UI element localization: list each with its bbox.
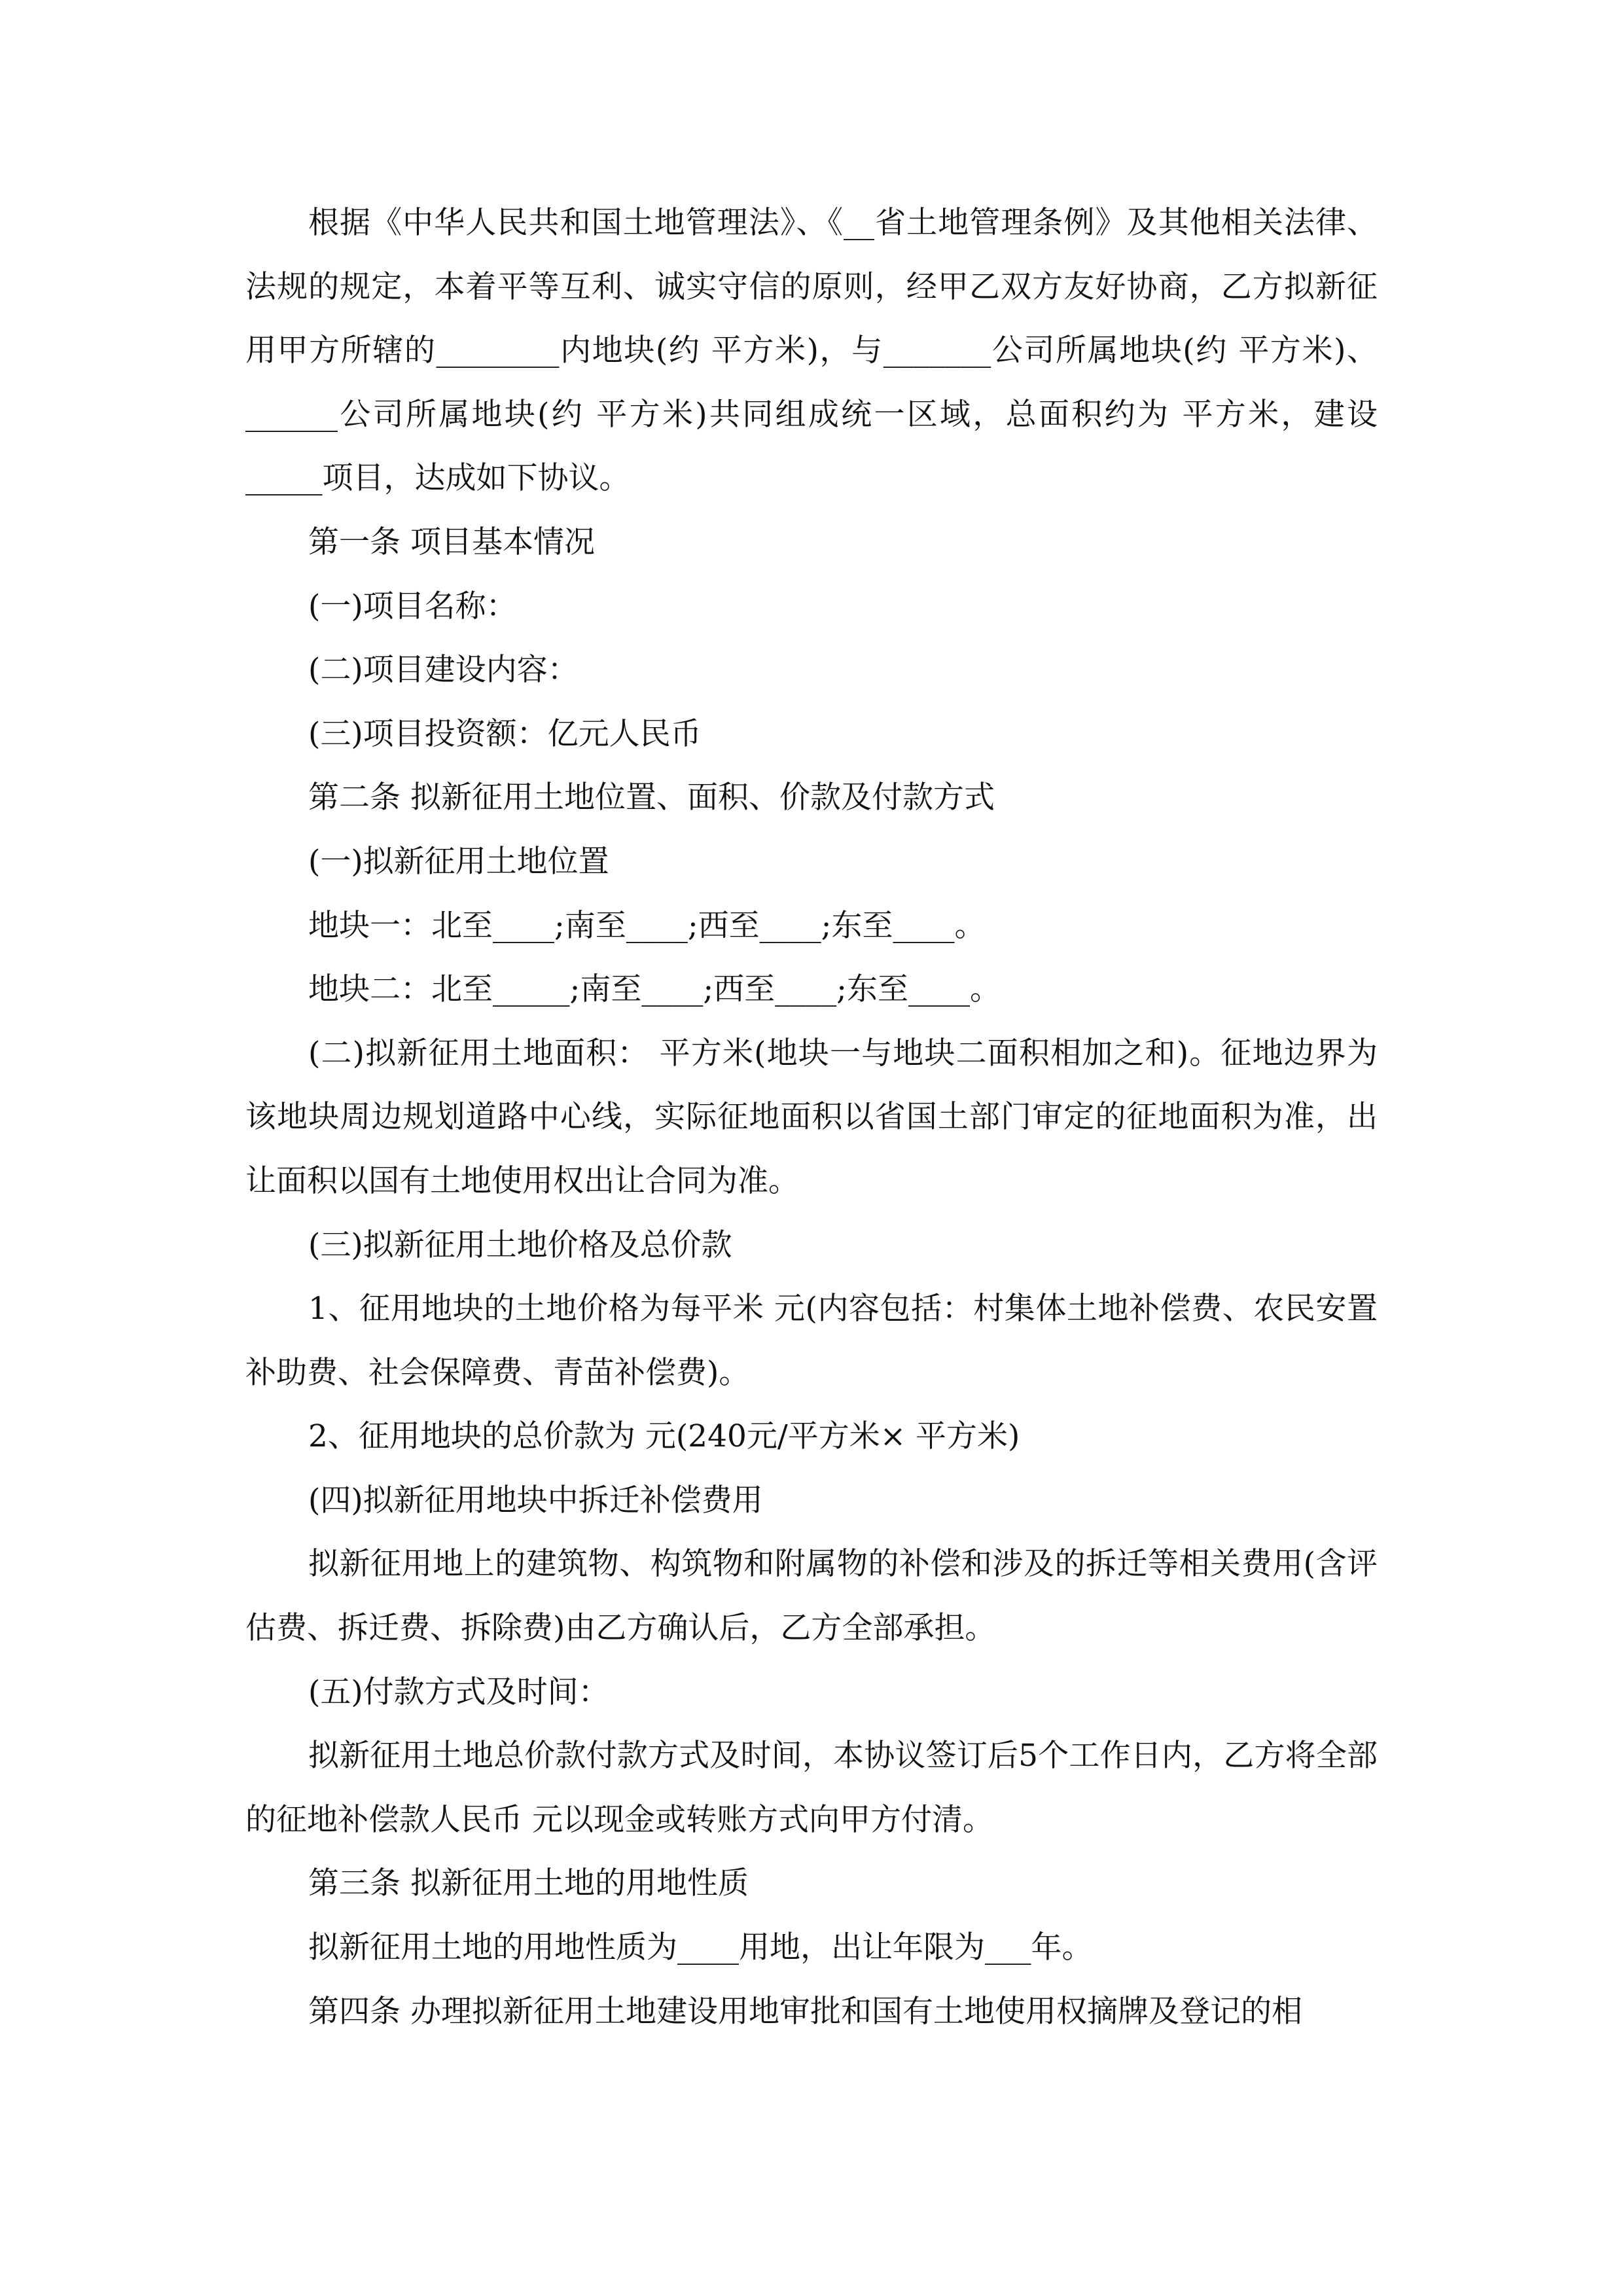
land-price-item-1: 1、征用地块的土地价格为每平米 元(内容包括：村集体土地补偿费、农民安置补助费、社会保障费、青苗补偿费)。: [245, 1291, 1378, 1391]
article-2-heading: 第二条 拟新征用土地位置、面积、价款及付款方式: [308, 780, 995, 816]
demolition-heading: (四)拟新征用地块中拆迁补偿费用: [308, 1482, 763, 1518]
document-body: [245, 191, 1378, 2043]
land-area-paragraph: (二)拟新征用土地面积： 平方米(地块一与地块二面积相加之和)。征地边界为该地块周边规划道路中心线，实际征地面积以省国土部门审定的征地面积为准，出让面积以国有土地使用权出让合同为准。: [245, 1035, 1378, 1199]
plot-2-boundaries: 地块二：北至_____;南至____;西至____;东至____。: [308, 971, 1001, 1008]
payment-heading: (五)付款方式及时间：: [308, 1674, 609, 1710]
article-1-heading: 第一条 项目基本情况: [308, 524, 595, 560]
payment-paragraph: 拟新征用土地总价款付款方式及时间，本协议签订后5个工作日内，乙方将全部的征地补偿款人民币 元以现金或转账方式向甲方付清。: [245, 1738, 1378, 1838]
land-location-heading: (一)拟新征用土地位置: [308, 843, 609, 880]
demolition-paragraph: 拟新征用地上的建筑物、构筑物和附属物的补偿和涉及的拆迁等相关费用(含评估费、拆迁费、拆除费)由乙方确认后，乙方全部承担。: [245, 1546, 1378, 1647]
project-name-line: (一)项目名称：: [308, 588, 517, 624]
project-investment-line: (三)项目投资额：亿元人民币: [308, 715, 702, 752]
land-use-paragraph: 拟新征用土地的用地性质为____用地，出让年限为___年。: [308, 1929, 1093, 1966]
article-3-heading: 第三条 拟新征用土地的用地性质: [308, 1865, 749, 1902]
article-4-heading: 第四条 办理拟新征用土地建设用地审批和国有土地使用权摘牌及登记的相: [308, 1993, 1302, 2030]
plot-1-boundaries: 地块一：北至____;南至____;西至____;东至____。: [308, 907, 986, 944]
project-content-line: (二)项目建设内容：: [308, 652, 579, 689]
land-price-heading: (三)拟新征用土地价格及总价款: [308, 1227, 732, 1263]
intro-paragraph: 根据《中华人民共和国土地管理法》、《__省土地管理条例》及其他相关法律、法规的规定，本着平等互利、诚实守信的原则，经甲乙双方友好协商，乙方拟新征用甲方所辖的________内地块(约 平方米)，与_______公司所属地块(约 平方米)、______公司所属地块(约 平方米)共同组成统一区域，总面积约为 平方米，建设_____项目，达成如下协议。: [245, 205, 1378, 497]
land-price-item-2: 2、征用地块的总价款为 元(240元/平方米× 平方米): [308, 1418, 1020, 1455]
